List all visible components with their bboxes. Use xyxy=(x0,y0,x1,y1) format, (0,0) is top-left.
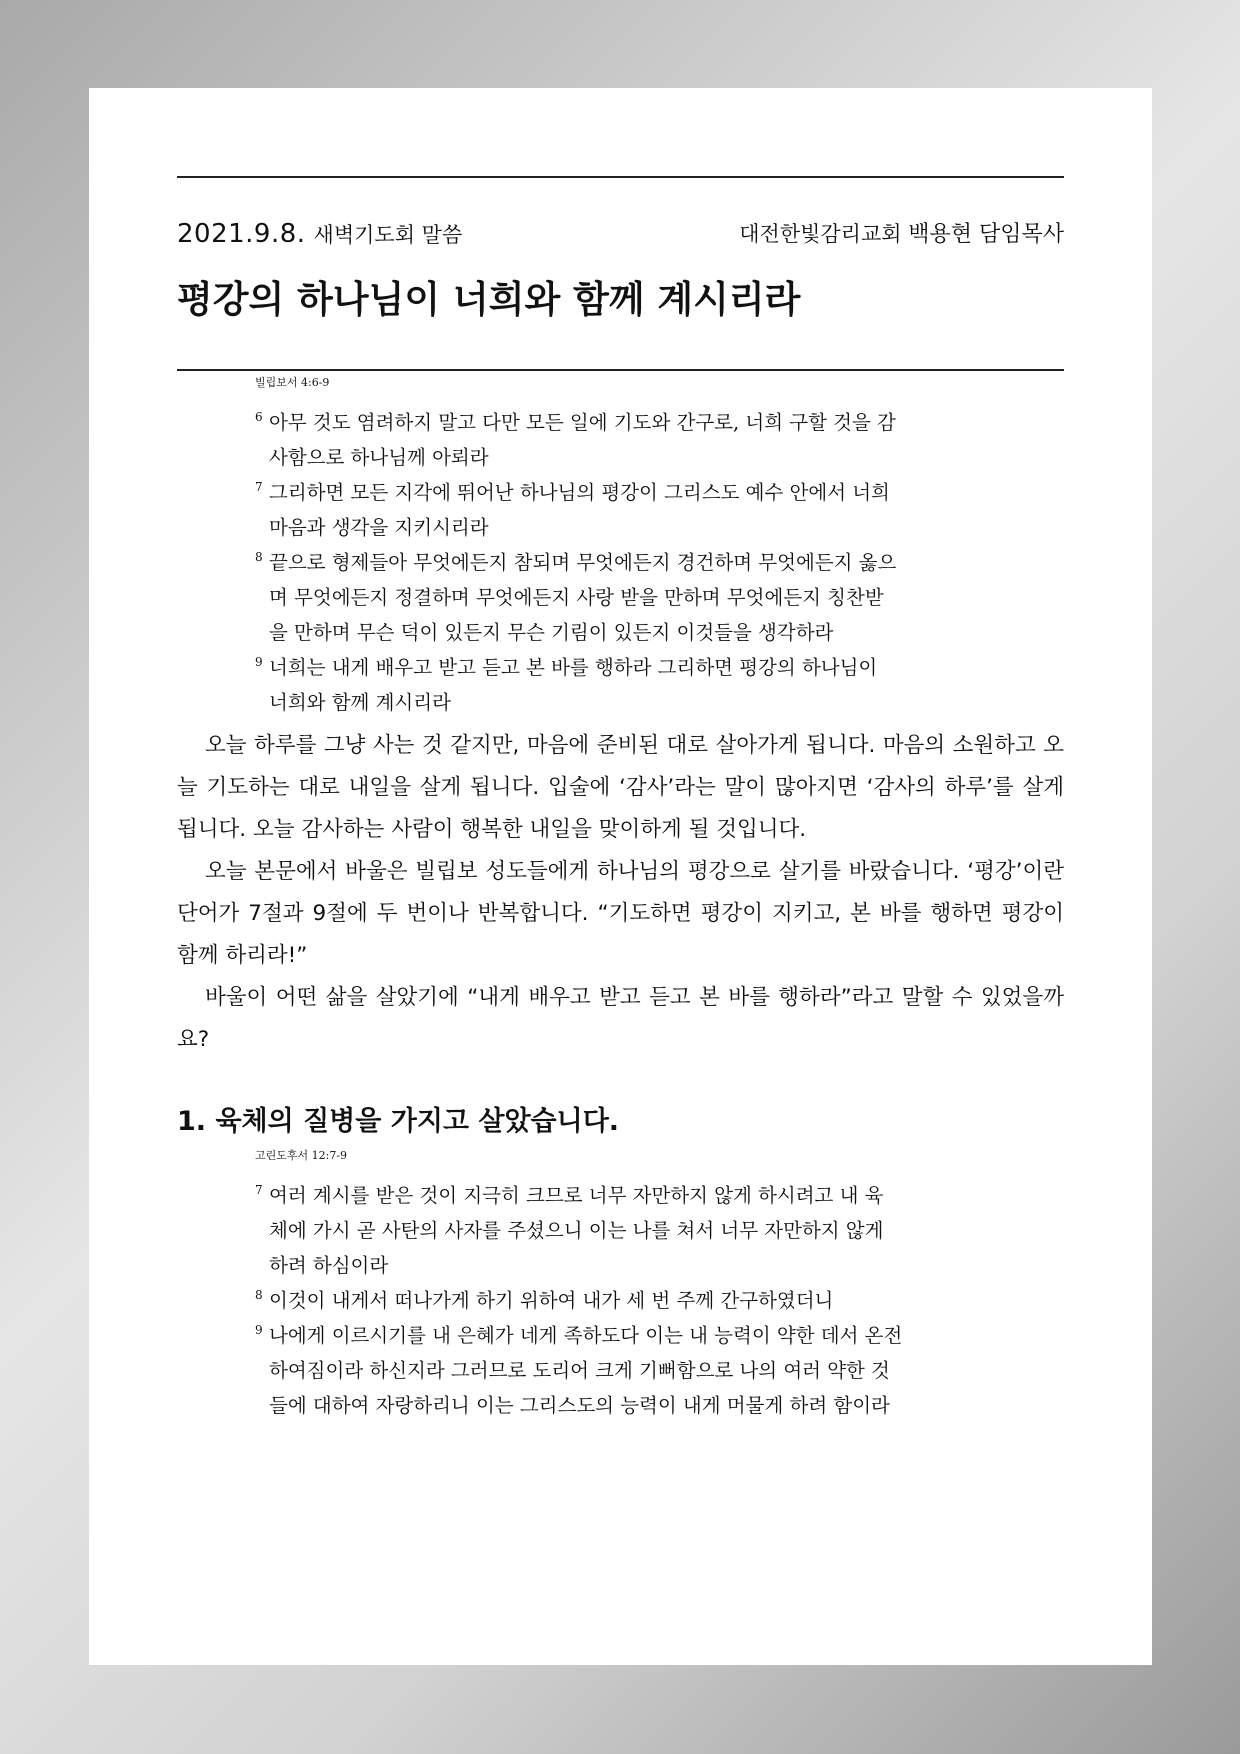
sermon-date: 2021.9.8. xyxy=(177,219,306,249)
top-divider xyxy=(177,176,1064,178)
sermon-title: 평강의 하나님이 너희와 함께 계시리라 xyxy=(177,278,801,321)
sermon-date-line xyxy=(177,219,462,251)
verse-line: 끝으로 형제들아 무엇에든지 참되며 무엇에든지 경건하며 무엇에든지 옳으 xyxy=(269,551,897,574)
scripture-passage-1 xyxy=(255,375,995,720)
verse-line: 아무 것도 염려하지 말고 다만 모든 일에 기도와 간구로, 너희 구할 것을 감 xyxy=(269,411,896,434)
verse-line: 나에게 이르시기를 내 은혜가 네게 족하도다 이는 내 능력이 약한 데서 온전 xyxy=(269,1324,903,1347)
verse-line: 을 만하며 무슨 덕이 있든지 무슨 기림이 있든지 이것들을 생각하라 xyxy=(269,621,834,644)
section-heading: 1. 육체의 질병을 가지고 살았습니다. xyxy=(177,1106,620,1137)
verse xyxy=(255,1178,995,1283)
verse-line: 그리하면 모든 지각에 뛰어난 하나님의 평강이 그리스도 예수 안에서 너희 xyxy=(269,481,890,504)
verse-line: 하려 하심이라 xyxy=(269,1254,389,1277)
verse-line: 마음과 생각을 지키시리라 xyxy=(269,516,489,539)
verse-line: 여러 계시를 받은 것이 지극히 크므로 너무 자만하지 않게 하시려고 내 육 xyxy=(269,1184,884,1207)
scripture-reference: 고린도후서 12:7-9 xyxy=(255,1149,348,1162)
title-divider xyxy=(177,369,1064,371)
verse-number: 8 xyxy=(255,1288,263,1302)
document-page xyxy=(89,88,1152,1665)
verse-line: 너희는 내게 배우고 받고 듣고 본 바를 행하라 그리하면 평강의 하나님이 xyxy=(269,656,878,679)
scripture-passage-2 xyxy=(255,1148,995,1423)
verse xyxy=(255,1318,995,1423)
verse-line: 하여짐이라 하신지라 그러므로 도리어 크게 기뻐함으로 나의 여러 약한 것 xyxy=(269,1359,890,1382)
verse xyxy=(255,650,995,720)
body-paragraph: 오늘 하루를 그냥 사는 것 같지만, 마음에 준비된 대로 살아가게 됩니다. 마음의 소원하고 오늘 기도하는 대로 내일을 살게 됩니다. 입술에 ‘감사’라는 말이 많아지면 ‘감사의 하루’를 살게 됩니다. 오늘 감사하는 사람이 행복한 내일을 맞이하게 될 것입니다. xyxy=(177,733,1064,842)
church-line xyxy=(739,219,1064,250)
verse xyxy=(255,545,995,650)
verse-number: 7 xyxy=(255,1183,263,1197)
verse-number: 8 xyxy=(255,550,263,564)
verse-number: 9 xyxy=(255,655,263,669)
verse-line: 사함으로 하나님께 아뢰라 xyxy=(269,446,489,469)
verse-line: 이것이 내게서 떠나가게 하기 위하여 내가 세 번 주께 간구하였더니 xyxy=(269,1289,834,1312)
verse-line: 며 무엇에든지 정결하며 무엇에든지 사랑 받을 만하며 무엇에든지 칭찬받 xyxy=(269,586,884,609)
verse-number: 9 xyxy=(255,1323,263,1337)
verse-line: 너희와 함께 계시리라 xyxy=(269,691,451,714)
sermon-body xyxy=(177,725,1064,1061)
verse xyxy=(255,475,995,545)
pastor-name: 백용현 담임목사 xyxy=(908,222,1064,247)
verse-line: 들에 대하여 자랑하리니 이는 그리스도의 능력이 내게 머물게 하려 함이라 xyxy=(269,1394,890,1417)
verse xyxy=(255,1283,995,1318)
service-name: 새벽기도회 말씀 xyxy=(313,223,463,247)
verse-number: 6 xyxy=(255,410,263,424)
church-name: 대전한빛감리교회 xyxy=(739,222,902,246)
scripture-reference: 빌립보서 4:6-9 xyxy=(255,376,330,389)
verse-number: 7 xyxy=(255,480,263,494)
verse-line: 체에 가시 곧 사탄의 사자를 주셨으니 이는 나를 쳐서 너무 자만하지 않게 xyxy=(269,1219,884,1242)
body-paragraph: 오늘 본문에서 바울은 빌립보 성도들에게 하나님의 평강으로 살기를 바랐습니다. ‘평강’이란 단어가 7절과 9절에 두 번이나 반복합니다. “기도하면 평강이 지키고, 본 바를 행하면 평강이 함께 하리라!” xyxy=(177,859,1064,968)
verse xyxy=(255,405,995,475)
body-paragraph: 바울이 어떤 삶을 살았기에 “내게 배우고 받고 듣고 본 바를 행하라”라고 말할 수 있었을까요? xyxy=(177,985,1064,1052)
